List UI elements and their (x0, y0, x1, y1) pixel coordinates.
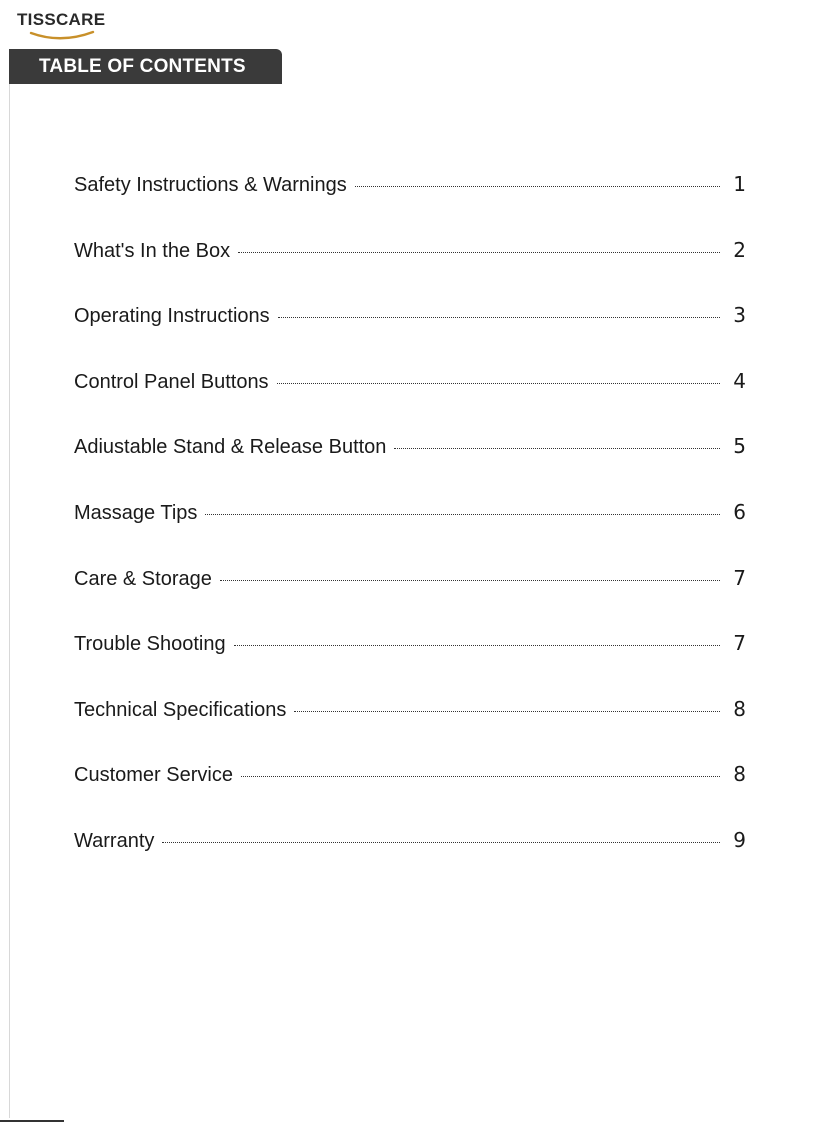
toc-entry[interactable] (74, 762, 746, 828)
toc-dot-leader (241, 776, 720, 777)
toc-entry-title: Warranty (74, 829, 155, 852)
toc-entry[interactable] (74, 303, 746, 369)
toc-entry[interactable] (74, 828, 746, 894)
toc-entry-title: What's In the Box (74, 239, 231, 262)
table-of-contents (74, 172, 746, 894)
toc-dot-leader (294, 711, 720, 712)
page-border (9, 84, 10, 1118)
toc-entry-page: 8 (733, 762, 746, 787)
toc-entry[interactable] (74, 172, 746, 238)
section-title: TABLE OF CONTENTS (39, 55, 246, 77)
toc-entry-page: 1 (733, 172, 746, 196)
toc-entry-page: 6 (733, 499, 746, 524)
toc-dot-leader (162, 842, 720, 843)
section-title-banner (9, 49, 282, 84)
toc-entry[interactable] (74, 238, 746, 304)
toc-entry[interactable] (74, 697, 746, 763)
bottom-rule (0, 1120, 64, 1122)
toc-dot-leader (277, 383, 720, 384)
toc-entry-title: Trouble Shooting (74, 633, 226, 656)
toc-entry-page: 4 (733, 368, 746, 393)
toc-entry-page: 7 (733, 565, 746, 590)
toc-entry-page: 5 (733, 434, 746, 459)
toc-dot-leader (355, 186, 720, 187)
toc-entry-title: Control Panel Buttons (74, 370, 269, 393)
toc-dot-leader (394, 448, 720, 449)
toc-entry[interactable] (74, 566, 746, 632)
toc-entry-title: Adiustable Stand & Release Button (74, 436, 387, 459)
toc-entry-title: Operating Instructions (74, 305, 270, 328)
toc-dot-leader (234, 645, 720, 646)
toc-entry-page: 7 (733, 631, 746, 656)
toc-entry-title: Safety Instructions & Warnings (74, 174, 347, 196)
brand-name: TISSCARE (17, 10, 106, 29)
toc-entry-page: 3 (733, 303, 746, 328)
toc-dot-leader (238, 252, 720, 253)
logo-swoosh-icon (17, 30, 97, 44)
toc-entry-title: Care & Storage (74, 567, 212, 590)
toc-dot-leader (205, 514, 720, 515)
toc-entry-page: 2 (733, 237, 746, 262)
toc-dot-leader (278, 317, 720, 318)
toc-entry-title: Customer Service (74, 764, 233, 787)
toc-dot-leader (220, 580, 720, 581)
toc-entry-title: Technical Specifications (74, 698, 287, 721)
toc-entry-page: 9 (733, 827, 746, 852)
toc-entry[interactable] (74, 500, 746, 566)
toc-entry[interactable] (74, 434, 746, 500)
toc-entry[interactable] (74, 369, 746, 435)
toc-entry[interactable] (74, 631, 746, 697)
toc-entry-title: Massage Tips (74, 501, 198, 524)
toc-entry-page: 8 (733, 696, 746, 721)
brand-logo (17, 10, 106, 44)
